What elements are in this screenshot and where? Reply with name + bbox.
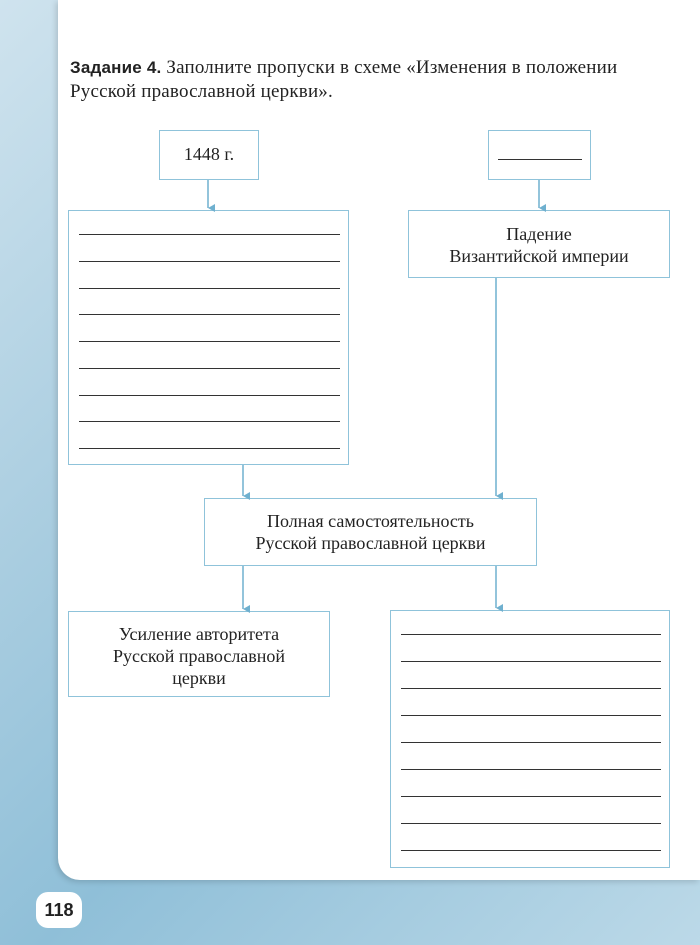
year-text: 1448 г. xyxy=(183,144,235,164)
write-line[interactable] xyxy=(401,634,661,635)
box-year-1448 xyxy=(159,130,259,180)
write-line[interactable] xyxy=(79,261,340,262)
authority-line-2: Русской православной xyxy=(112,646,286,666)
authority-line-3: церкви xyxy=(172,668,226,688)
task-text: Заполните пропуски в схеме «Изменения в положении Русской православной церкви». xyxy=(70,57,618,102)
independence-line-1: Полная самостоятельность xyxy=(267,511,474,531)
blank-date-line[interactable] xyxy=(498,159,582,160)
page-number: 118 xyxy=(36,892,82,928)
box-byzantine-fall xyxy=(408,210,670,278)
write-line[interactable] xyxy=(401,661,661,662)
write-line[interactable] xyxy=(401,742,661,743)
task-heading xyxy=(70,56,680,104)
write-line[interactable] xyxy=(79,448,340,449)
write-line[interactable] xyxy=(401,823,661,824)
fall-line-1: Падение xyxy=(506,224,572,244)
box-blank-date[interactable] xyxy=(488,130,591,180)
write-line[interactable] xyxy=(79,314,340,315)
write-line[interactable] xyxy=(79,288,340,289)
write-line[interactable] xyxy=(401,796,661,797)
write-line[interactable] xyxy=(79,341,340,342)
box-authority-increase xyxy=(68,611,330,697)
independence-line-2: Русской православной церкви xyxy=(255,533,486,553)
write-line[interactable] xyxy=(401,769,661,770)
box-lined-right[interactable] xyxy=(390,610,670,868)
write-line[interactable] xyxy=(401,715,661,716)
write-line[interactable] xyxy=(79,368,340,369)
box-full-independence xyxy=(204,498,537,566)
fall-line-2: Византийской империи xyxy=(449,246,629,266)
box-lined-left[interactable] xyxy=(68,210,349,465)
write-line[interactable] xyxy=(79,421,340,422)
task-label: Задание 4. xyxy=(70,58,162,77)
write-line[interactable] xyxy=(401,850,661,851)
write-line[interactable] xyxy=(401,688,661,689)
write-line[interactable] xyxy=(79,234,340,235)
authority-line-1: Усиление авторитета xyxy=(118,624,280,644)
write-line[interactable] xyxy=(79,395,340,396)
